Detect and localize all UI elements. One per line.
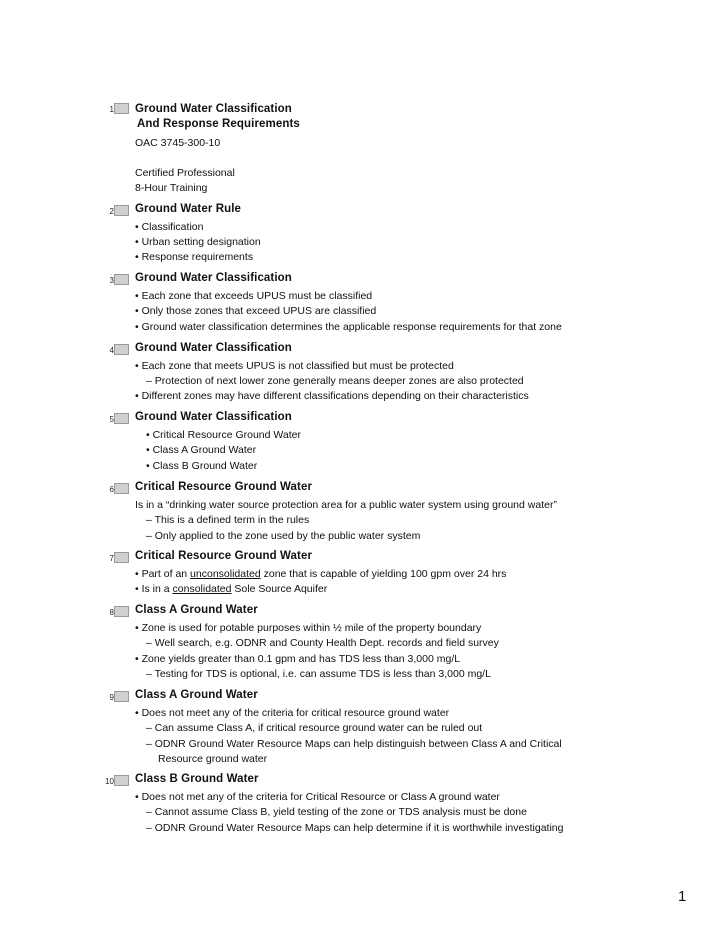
sub-bullet-line: – ODNR Ground Water Resource Maps can help distinguish between Class A and Critical <box>146 738 562 750</box>
slide-thumbnail-icon <box>114 413 129 424</box>
bullet-line: • Zone yields greater than 0.1 gpm and has TDS less than 3,000 mg/L <box>135 653 461 665</box>
sub-bullet-line: – Only applied to the zone used by the public water system <box>146 530 421 542</box>
bullet-line: • Each zone that exceeds UPUS must be classified <box>135 290 373 302</box>
slide-thumbnail-icon <box>114 691 129 702</box>
text-run: • Is in a <box>135 583 173 595</box>
slide-thumbnail-icon <box>114 103 129 114</box>
slide-title: Ground Water Classification <box>135 342 292 354</box>
slide-thumbnail-icon <box>114 205 129 216</box>
bullet-line: • Class A Ground Water <box>146 444 257 456</box>
bullet-line <box>135 583 327 595</box>
text-run: Sole Source Aquifer <box>231 583 328 595</box>
bullet-line: • Only those zones that exceed UPUS are classified <box>135 305 377 317</box>
slide-thumbnail-icon <box>114 552 129 563</box>
slide-title: Critical Resource Ground Water <box>135 550 313 562</box>
slide-thumbnail-icon <box>114 274 129 285</box>
slide-subtitle: And Response Requirements <box>137 118 300 130</box>
slide-title: Ground Water Classification <box>135 272 292 284</box>
text-line: 8-Hour Training <box>135 182 208 194</box>
slide-number: 6 <box>109 485 114 494</box>
slide-title: Class A Ground Water <box>135 689 258 701</box>
text-line: Is in a “drinking water source protection area for a public water system using ground water” <box>135 499 557 511</box>
bullet-line <box>135 568 506 580</box>
bullet-line: • Critical Resource Ground Water <box>146 429 302 441</box>
slide-number: 3 <box>109 276 114 285</box>
underlined-term: unconsolidated <box>190 568 261 580</box>
text-run: • Part of an <box>135 568 191 580</box>
slide-number: 4 <box>109 346 114 355</box>
slide-title: Critical Resource Ground Water <box>135 481 313 493</box>
slide-number: 9 <box>109 693 114 702</box>
slide-thumbnail-icon <box>114 775 129 786</box>
slide-title: Class A Ground Water <box>135 604 258 616</box>
text-line: OAC 3745-300-10 <box>135 137 221 149</box>
slide-number: 1 <box>109 105 114 114</box>
page-number: 1 <box>678 888 687 905</box>
sub-bullet-line: – Testing for TDS is optional, i.e. can assume TDS is less than 3,000 mg/L <box>146 668 491 680</box>
bullet-line: • Response requirements <box>135 251 254 263</box>
slide-number: 10 <box>105 777 114 786</box>
bullet-line: • Class B Ground Water <box>146 460 258 472</box>
sub-bullet-continuation: Resource ground water <box>158 753 268 765</box>
sub-bullet-line: – Protection of next lower zone generally means deeper zones are also protected <box>146 375 524 387</box>
sub-bullet-line: – Cannot assume Class B, yield testing of the zone or TDS analysis must be done <box>146 806 527 818</box>
slide-number: 7 <box>109 554 114 563</box>
slide-thumbnail-icon <box>114 483 129 494</box>
sub-bullet-line: – Well search, e.g. ODNR and County Health Dept. records and field survey <box>146 637 499 649</box>
bullet-line: • Each zone that meets UPUS is not classified but must be protected <box>135 360 454 372</box>
slide-number: 2 <box>109 207 114 216</box>
sub-bullet-line: – This is a defined term in the rules <box>146 514 310 526</box>
text-run: zone that is capable of yielding 100 gpm over 24 hrs <box>260 568 507 580</box>
sub-bullet-line: – ODNR Ground Water Resource Maps can help determine if it is worthwhile investigating <box>146 822 564 834</box>
slide-thumbnail-icon <box>114 344 129 355</box>
bullet-line: • Urban setting designation <box>135 236 261 248</box>
underlined-term: consolidated <box>172 583 232 595</box>
bullet-line: • Classification <box>135 221 204 233</box>
slide-thumbnail-icon <box>114 606 129 617</box>
slide-title: Class B Ground Water <box>135 773 259 785</box>
slide-number: 5 <box>109 415 114 424</box>
bullet-line: • Different zones may have different classifications depending on their characteristics <box>135 390 529 402</box>
slide-title: Ground Water Rule <box>135 203 242 215</box>
sub-bullet-line: – Can assume Class A, if critical resource ground water can be ruled out <box>146 722 483 734</box>
bullet-line: • Does not meet any of the criteria for critical resource ground water <box>135 707 450 719</box>
slide-number: 8 <box>109 608 114 617</box>
slide-title: Ground Water Classification <box>135 411 292 423</box>
bullet-line: • Zone is used for potable purposes within ½ mile of the property boundary <box>135 622 482 634</box>
bullet-line: • Ground water classification determines the applicable response requirements for that zone <box>135 321 562 333</box>
slide-title: Ground Water Classification <box>135 103 292 115</box>
text-line: Certified Professional <box>135 167 235 179</box>
bullet-line: • Does not met any of the criteria for Critical Resource or Class A ground water <box>135 791 500 803</box>
